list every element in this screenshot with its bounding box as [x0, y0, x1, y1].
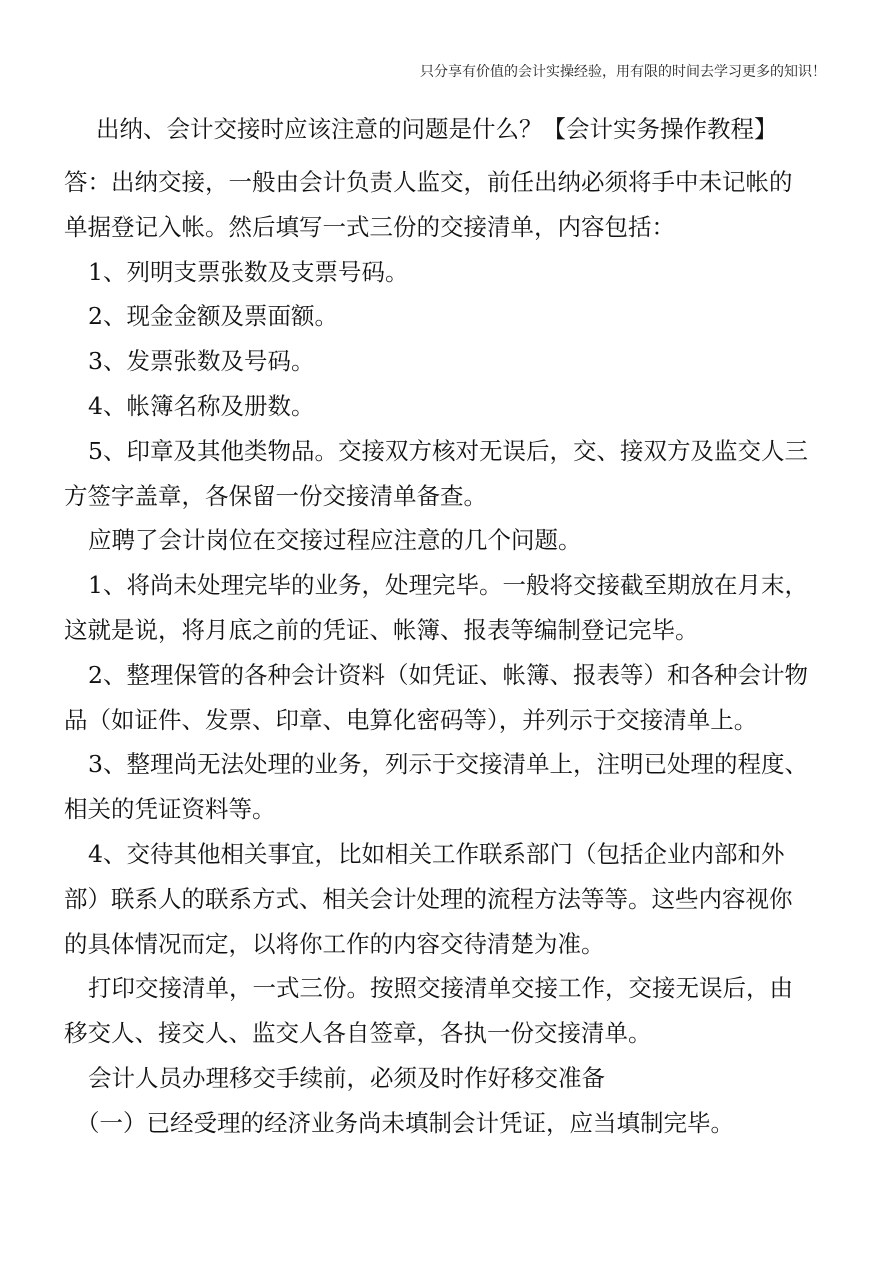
- list-item-1: 1、列明支票张数及支票号码。: [88, 257, 409, 286]
- issue-item-1-cont: 这就是说，将月底之前的凭证、帐簿、报表等编制登记完毕。: [64, 615, 699, 644]
- issue-item-2: 2、整理保管的各种会计资料（如凭证、帐簿、报表等）和各种会计物: [88, 660, 808, 689]
- issue-item-4-cont-1: 部）联系人的联系方式、相关会计处理的流程方法等等。这些内容视你: [64, 884, 793, 913]
- print-paragraph: 打印交接清单，一式三份。按照交接清单交接工作，交接无误后，由: [88, 974, 793, 1003]
- issue-item-3-cont: 相关的凭证资料等。: [64, 795, 276, 824]
- list-item-4: 4、帐簿名称及册数。: [88, 391, 315, 420]
- issue-item-4: 4、交待其他相关事宜，比如相关工作联系部门（包括企业内部和外: [88, 839, 785, 868]
- issue-item-4-cont-2: 的具体情况而定，以将你工作的内容交待清楚为准。: [64, 929, 605, 958]
- list-item-3: 3、发票张数及号码。: [88, 347, 315, 376]
- document-title: 出纳、会计交接时应该注意的问题是什么？【会计实务操作教程】: [96, 115, 778, 143]
- list-item-5: 5、印章及其他类物品。交接双方核对无误后，交、接双方及监交人三: [88, 436, 808, 465]
- body-line-answer-cont: 单据登记入帐。然后填写一式三份的交接清单，内容包括：: [64, 212, 675, 241]
- list-item-2: 2、现金金额及票面额。: [88, 302, 338, 331]
- issue-item-2-cont: 品（如证件、发票、印章、电算化密码等），并列示于交接清单上。: [64, 705, 758, 734]
- prep-item-1: （一）已经受理的经济业务尚未填制会计凭证，应当填制完毕。: [76, 1108, 734, 1137]
- print-paragraph-cont: 移交人、接交人、监交人各自签章，各执一份交接清单。: [64, 1019, 652, 1048]
- body-line-answer: 答：出纳交接，一般由会计负责人监交，前任出纳必须将手中未记帐的: [64, 168, 793, 196]
- header-note: 只分享有价值的会计实操经验，用有限的时间去学习更多的知识！: [420, 64, 826, 80]
- issue-item-3: 3、整理尚无法处理的业务，列示于交接清单上，注明已处理的程度、: [88, 750, 808, 779]
- document-body: [64, 160, 824, 1146]
- section-heading-prep: 会计人员办理移交手续前，必须及时作好移交准备: [88, 1063, 605, 1092]
- section-heading-issues: 应聘了会计岗位在交接过程应注意的几个问题。: [88, 526, 582, 555]
- issue-item-1: 1、将尚未处理完毕的业务，处理完毕。一般将交接截至期放在月末，: [88, 571, 808, 600]
- list-item-5-cont: 方签字盖章，各保留一份交接清单备查。: [64, 481, 487, 510]
